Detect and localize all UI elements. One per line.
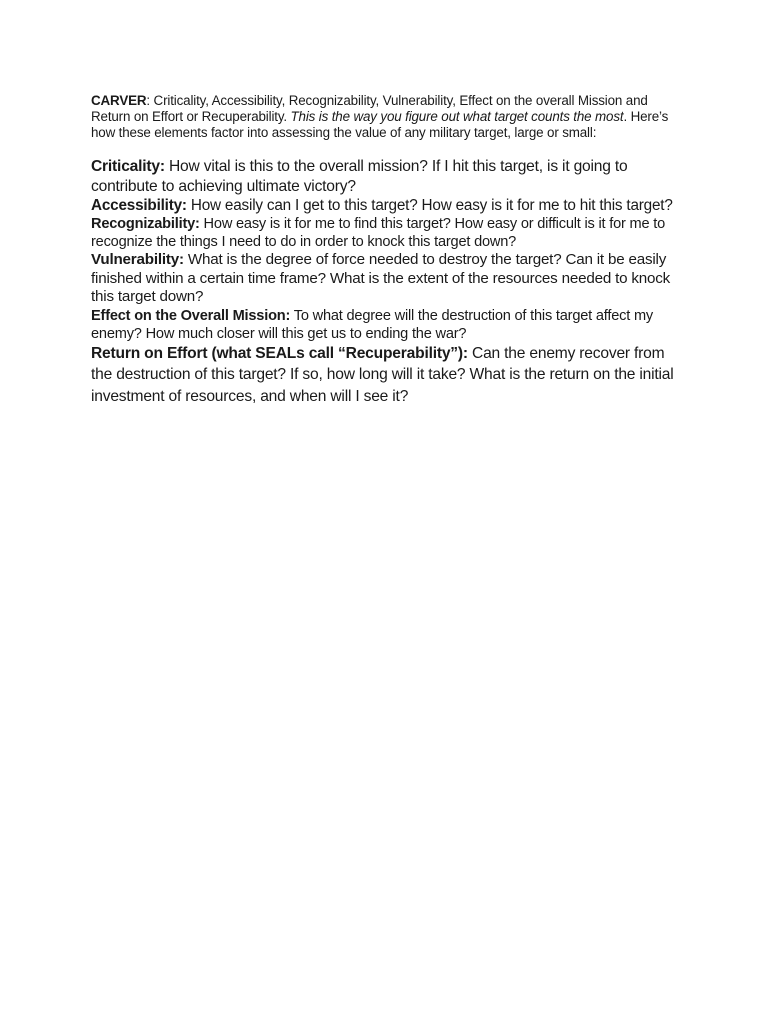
document-page bbox=[91, 93, 683, 407]
carver-emphasis: This is the way you figure out what target counts the most bbox=[290, 109, 624, 124]
element-label: Effect on the Overall Mission: bbox=[91, 307, 291, 324]
element-effect-on-mission bbox=[91, 307, 683, 343]
element-accessibility bbox=[91, 196, 683, 215]
element-vulnerability bbox=[91, 251, 683, 307]
element-text: To what degree will the destruction of this target affect my enemy? How much closer will this get us to ending the war? bbox=[91, 307, 654, 342]
element-label: Criticality: bbox=[91, 158, 165, 175]
element-text: Can the enemy recover from the destruction of this target? If so, how long will it take? What is the return on the initial investment of resources, and when will I see it? bbox=[91, 344, 674, 405]
carver-closing: . Here’s how these elements factor into assessing the value of any military target, large or small: bbox=[91, 109, 669, 140]
carver-term: CARVER bbox=[91, 93, 147, 108]
element-return-on-effort bbox=[91, 343, 683, 408]
element-text: How easy is it for me to find this target? How easy or difficult is it for me to recognize the things I need to do in order to knock this target down? bbox=[91, 216, 666, 250]
element-text: What is the degree of force needed to destroy the target? Can it be easily finished within a certain time frame? What is the extent of the resources needed to knock this target down? bbox=[91, 251, 671, 305]
element-recognizability bbox=[91, 215, 683, 251]
element-label: Vulnerability: bbox=[91, 251, 184, 268]
intro-paragraph bbox=[91, 93, 683, 141]
element-criticality bbox=[91, 157, 683, 196]
element-label: Accessibility: bbox=[91, 197, 187, 214]
element-text: How easily can I get to this target? How easy is it for me to hit this target? bbox=[186, 197, 673, 214]
element-text: How vital is this to the overall mission? If I hit this target, is it going to contribute to achieving ultimate victory? bbox=[91, 158, 628, 195]
carver-definition: : Criticality, Accessibility, Recognizability, Vulnerability, Effect on the overall Mission and Return on Effort or Recuperability. bbox=[91, 93, 648, 124]
element-label: Recognizability: bbox=[91, 216, 200, 232]
element-label: Return on Effort (what SEALs call “Recuperability”): bbox=[91, 344, 468, 362]
